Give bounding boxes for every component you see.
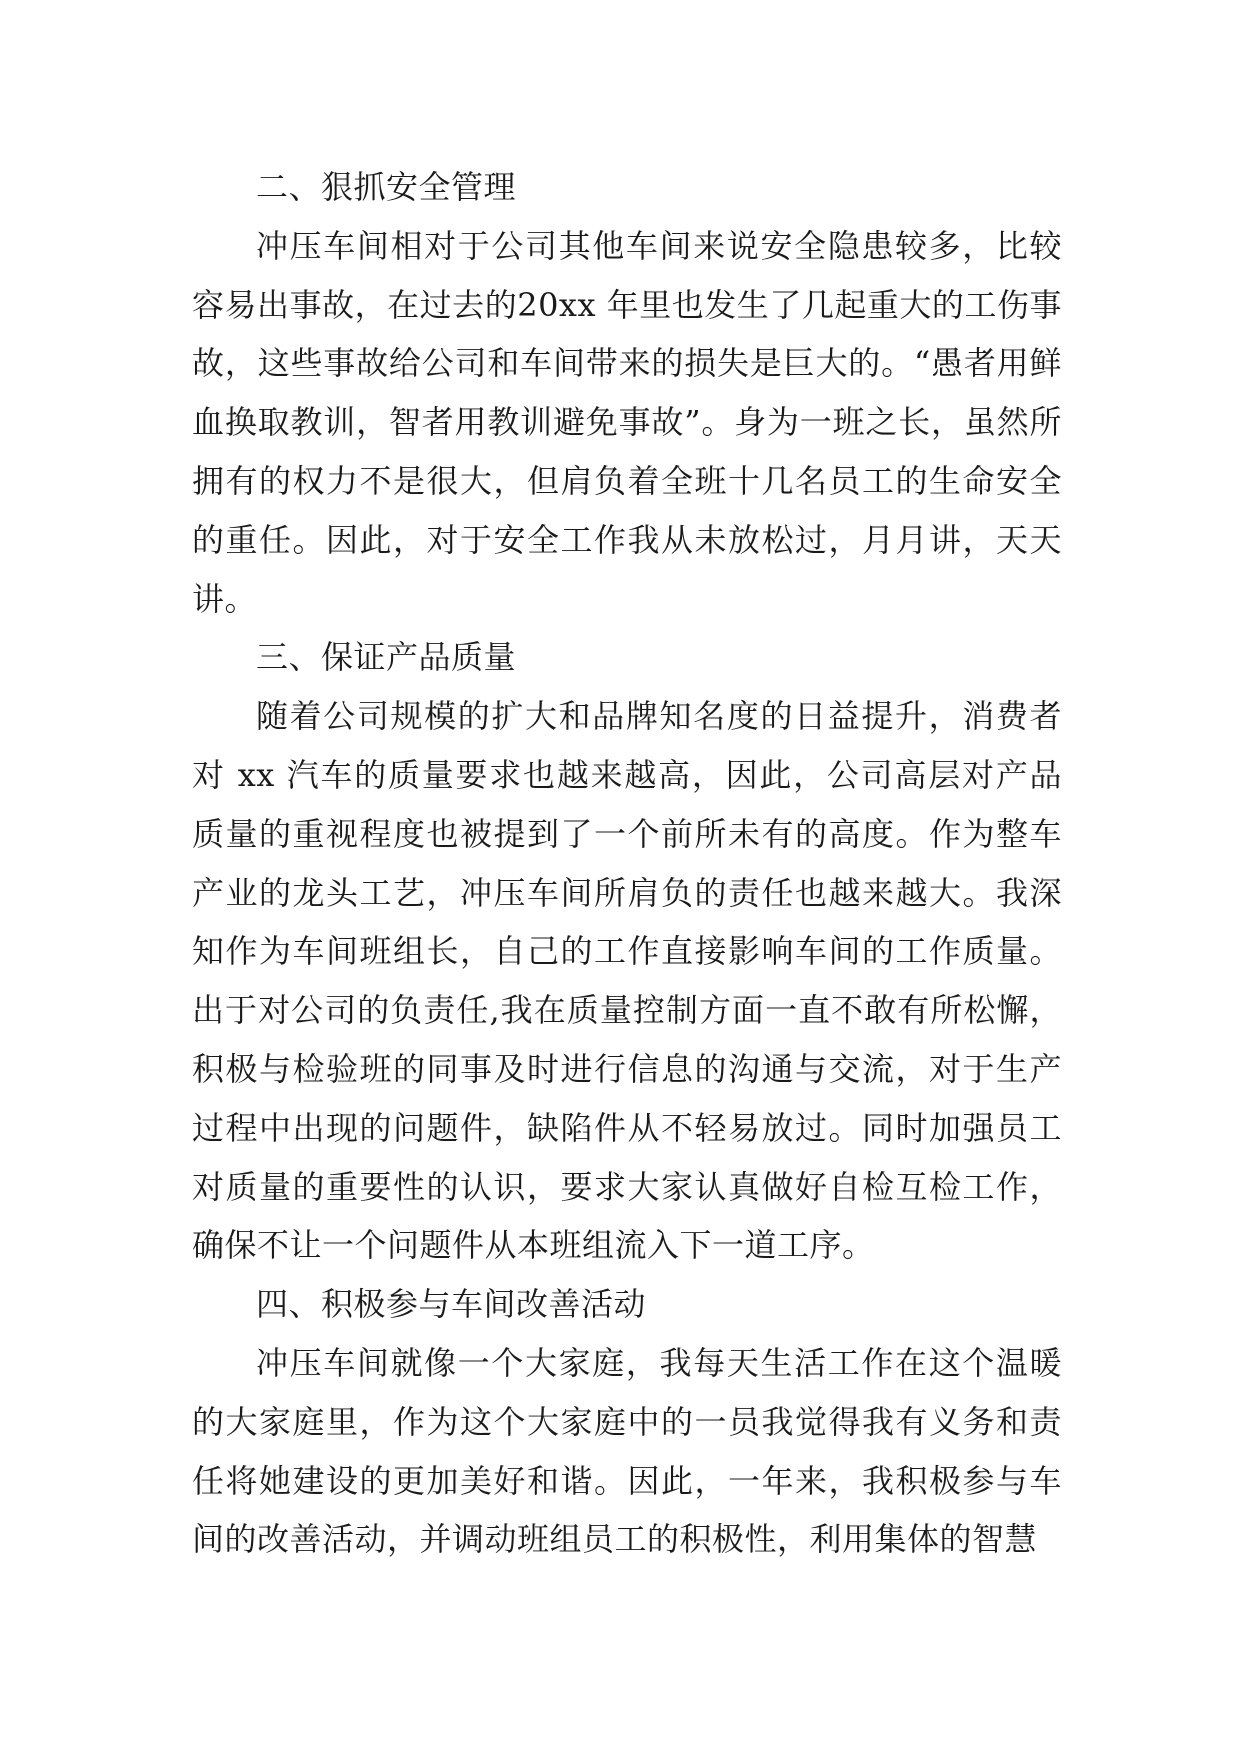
section-heading-improvement: 四、积极参与车间改善活动	[256, 1285, 647, 1324]
section-paragraph-improvement: 冲压车间就像一个大家庭，我每天生活工作在这个温暖的大家庭里，作为这个大家庭中的一员我觉得我有义务和责任将她建设的更加美好和谐。因此，一年来，我积极参与车间的改善活动，并调动班组员工的积极性，利用集体的智慧	[192, 1343, 1062, 1559]
section-paragraph-quality: 随着公司规模的扩大和品牌知名度的日益提升，消费者对 xx 汽车的质量要求也越来越高，因此，公司高层对产品质量的重视程度也被提到了一个前所未有的高度。作为整车产业的龙头工艺，冲压车间所肩负的责任也越来越大。我深知作为车间班组长，自己的工作直接影响车间的工作质量。出于对公司的负责任,我在质量控制方面一直不敢有所松懈，积极与检验班的同事及时进行信息的沟通与交流，对于生产过程中出现的问题件，缺陷件从不轻易放过。同时加强员工对质量的重要性的认识，要求大家认真做好自检互检工作，确保不让一个问题件从本班组流入下一道工序。	[192, 697, 1062, 1265]
section-paragraph-safety: 冲压车间相对于公司其他车间来说安全隐患较多，比较容易出事故，在过去的20xx 年里也发生了几起重大的工伤事故，这些事故给公司和车间带来的损失是巨大的。“愚者用鲜血换取教训，智者用教训避免事故”。身为一班之长，虽然所拥有的权力不是很大，但肩负着全班十几名员工的生命安全的重任。因此，对于安全工作我从未放松过，月月讲，天天讲。	[192, 226, 1062, 618]
document-body	[192, 158, 1062, 1569]
section-heading-quality: 三、保证产品质量	[256, 638, 517, 677]
section-heading-safety: 二、狠抓安全管理	[256, 168, 517, 206]
